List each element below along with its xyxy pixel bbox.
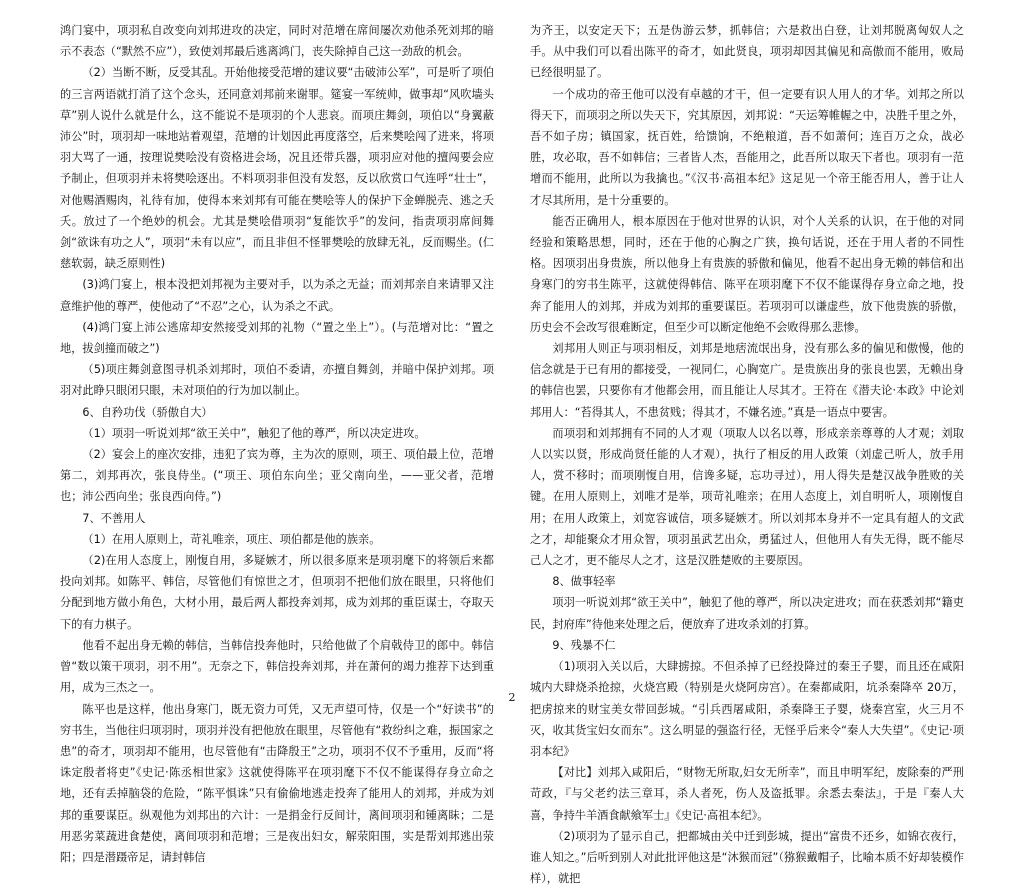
left-column	[60, 20, 494, 864]
paragraph: 而项羽和刘邦拥有不同的人才观（项取人以名以尊，形成亲亲尊尊的人才观；刘取人以实以贤，形成尚贤任能的人才观），执行了相反的用人政策（刘虚己听人，放手用人，赏不移时；而项刚愎自用，信谗多疑，忘功寻过），用人得失是楚汉战争胜败的关键。在用人原则上，刘唯才是举，项苛礼唯亲；在用人态度上，刘自明听人，项刚愎自用；在用人政策上，刘宽容诚信，项多疑嫉才。所以刘邦本身并不一定具有超人的文武之才，却能聚众才用众智，项羽虽武艺出众，勇猛过人，但他用人有失无得，既不能尽己人之才，更不能尽人之才，这是汉胜楚败的主要原因。	[530, 426, 964, 568]
paragraph: （1）在用人原则上，苛礼唯亲，项庄、项伯都是他的族亲。	[82, 532, 381, 546]
paragraph: 一个成功的帝王他可以没有卓越的才干，但一定要有识人用人的才华。刘邦之所以得天下，而项羽之所以失天下，究其原因，刘邦说：“天运筹帷幄之中，决胜千里之外，吾不如子房；镇国家，抚百姓，给馈饷，不绝粮道，吾不如萧何；连百万之众，战必胜，攻必取，吾不如韩信；三者皆人杰，吾能用之，此吾所以取天下者也。项羽有一范增而不能用，此所以为我擒也。”《汉书·高祖本纪》这足见一个帝王能否用人，善于让人才尽其所用，是十分重要的。	[530, 87, 964, 207]
paragraph: 项羽一听说刘邦“欲王关中”，触犯了他的尊严，所以决定进攻；而在获悉刘邦“籍吏民，封府库”待他来处理之后，便放弃了进攻杀刘的打算。	[530, 596, 964, 631]
paragraph: 【对比】刘邦入咸阳后，“财物无所取,妇女无所幸”，而且申明军纪，废除秦的严刑苛政，『与父老约法三章耳，杀人者死，伤人及盗抵罪。余悉去秦法』，于是『秦人大喜，争持牛羊酒食献飨军士』《史记·高祖本纪》。	[530, 766, 964, 822]
paragraph: 为齐王，以安定天下；五是伪游云梦，抓韩信；六是救出白登，让刘邦脱离匈奴人之手。从中我们可以看出陈平的奇才，如此贤良，项羽却因其偏见和高傲而不能用，败局已经很明显了。	[530, 24, 964, 80]
paragraph: (4)鸿门宴上沛公逃席却安然接受刘邦的礼物（“置之坐上”）。(与范增对比：“置之地，拔剑撞而破之”)	[60, 320, 494, 356]
paragraph: 刘邦用人则正与项羽相反，刘邦是地痞流氓出身，没有那么多的偏见和傲慢，他的信念就是于已有用的都接受，一视同仁，心胸宽广。是贵族出身的张良也罢，无赖出身的韩信也罢，只要你有才他都会用，而且能让人尽其才。王符在《潜夫论·本政》中论刘邦用人：“苔得其人，不患贫贱；得其才，不嫌名迹。”真是一语点中要害。	[530, 342, 964, 419]
paragraph: 能否正确用人，根本原因在于他对世界的认识，对个人关系的认识，在于他的对同经验和策略思想，同时，还在于他的心胸之广狭，换句话说，还在于用人者的不同性格。因项羽出身贵族，所以他身上有贵族的骄傲和偏见，他看不起出身无赖的韩信和出身寒门的穷书生陈平，这就使得韩信、陈平在项羽麾下不仅不能谋得存身立命之地，投奔了能用人的刘邦，并成为刘邦的重要谋臣。若项羽可以谦虚些，放下他贵族的骄傲，历史会不会改写很难断定，但至少可以断定他绝不会败得那么悲惨。	[530, 214, 964, 334]
section-heading: 6、自矜功伐（骄傲自大）	[82, 405, 213, 419]
section-heading: 9、残暴不仁	[552, 638, 616, 652]
section-heading: 8、做事轻率	[552, 575, 616, 589]
paragraph: （2）宴会上的座次安排，违犯了宾为尊，主为次的原则，项王、项伯最上位，范增第二，刘邦再次，张良侍坐。(“项王、项伯东向坐；亚父南向坐，——亚父者，范增也；沛公西向坐；张良西向侍。”)	[60, 448, 494, 504]
paragraph: （2)在用人态度上，刚愎自用，多疑嫉才，所以很多原来是项羽麾下的将领后来都投向刘邦。如陈平、韩信，尽管他们有惊世之才，但项羽不把他们放在眼里，只将他们分配到地方做小角色，大材小用，最后两人都投奔刘邦，成为刘邦的重臣谋士，夺取天下的有力棋子。	[60, 554, 494, 631]
paragraph: (3)鸿门宴上，根本没把刘邦视为主要对手，以为杀之无益；而刘邦亲自来请罪又注意维护他的尊严，使他动了“不忍”之心，认为杀之不武。	[60, 278, 494, 313]
paragraph: （2）当断不断，反受其乱。开始他接受范增的建议要“击破沛公军”，可是听了项伯的三言两语就打消了这个念头，还同意刘邦前来谢罪。筵宴一军统帅，做事却“风吹墙头草”别人说什么就是什么，这不能说不是项羽的个人悲哀。而项庄舞剑，项伯以“身翼蔽沛公”时，项羽却一味地站着观望，范增的计划因此再度落空，后来樊哙闯了进来，将项羽大骂了一通，按理说樊哙没有资格进会场，况且还带兵器，项羽应对他的擅闯要会应予制止，但项羽并未将樊哙逐出。不料项羽非但没有发怒，反以欣赏口气连呼“壮士”，对他赐酒赐肉，礼待有加，使得本来刘邦有可能在樊哙等人的保护下金蝉脱壳、逃之夭夭。放过了一个绝妙的机会。尤其是樊哙借项羽“复能饮乎”的发问，指责项羽席间舞剑“欲诛有功之人”，项羽“未有以应”，而且非但不怪罪樊哙的放肆无礼，反而赐坐。(仁慈软弱，缺乏原则性)	[60, 66, 494, 271]
paragraph: 鸿门宴中，项羽私自改变向刘邦进攻的决定，同时对范增在席间屡次劝他杀死刘邦的暗示不表态（“默然不应”），致使刘邦最后逃离鸿门，丧失除掉自己这一劲敌的机会。	[60, 24, 494, 59]
right-column	[530, 20, 964, 886]
paragraph: （1)项羽入关以后，大肆掳掠。不但杀掉了已经投降过的秦王子婴，而且还在咸阳城内大肆烧杀抢掠，火烧宫殿（特别是火烧阿房宫）。在秦都咸阳，坑杀秦降卒 20万，把虏掠来的财宝美女带回彭城。“引兵西屠咸阳，杀秦降王子婴，烧秦宫室，火三月不灭，收其货宝妇女而东”。这么明显的强盗行径，无怪乎后来令“秦人大失望”。《史记·项羽本纪》	[530, 660, 964, 758]
paragraph: 陈平也是这样，他出身寒门，既无资力可凭，又无声望可恃，仅是一个“好读书”的穷书生，当他往归项羽时，项羽并没有把他放在眼里，尽管他有“救纷纠之难，振国家之患”的奇才，项羽却不能用，也尽管他有“击降殷王”之功，项羽不仅不予重用，反而“将诛定殷者将吏”《史记·陈丞相世家》这就使得陈平在项羽麾下不仅不能谋得存身立命之地，还有丢掉脑袋的危险，“陈平惧诛”只有偷偷地逃走投奔了能用人的刘邦，并成为刘邦的重要谋臣。纵观他为刘邦出的六计：一是捐金行反间计，离间项羽和锺离眛；二是用恶劣菜蔬进食楚使，离间项羽和范增；三是夜出妇女，解荥阳围，实是帮刘邦逃出荥阳；四是潜蹑帝足，请封韩信	[60, 702, 494, 864]
paragraph: （2)项羽为了显示自己，把都城由关中迁到彭城，提出“富贵不还乡，如锦衣夜行，谁人知之。”后听到别人对此批评他这是“沐猴而冠”（猕猴戴帽子，比喻本质不好却装模作样），就把	[530, 829, 964, 886]
paragraph: （1）项羽一听说刘邦“欲王关中”，触犯了他的尊严，所以决定进攻。	[82, 426, 426, 440]
paragraph: 他看不起出身无赖的韩信，当韩信投奔他时，只给他做了个肩戟侍卫的郎中。韩信曾“数以策干项羽，羽不用”。无奈之下，韩信投奔刘邦，并在萧何的竭力推荐下达到重用，成为三杰之一。	[60, 638, 494, 695]
page-number: 2	[508, 691, 516, 704]
paragraph: （5)项庄舞剑意图寻机杀刘邦时，项伯不委请，亦擅自舞剑，并暗中保护刘邦。项羽对此睁只眼闭只眼，未对项伯的行为加以制止。	[60, 363, 494, 398]
section-heading: 7、不善用人	[82, 511, 146, 525]
